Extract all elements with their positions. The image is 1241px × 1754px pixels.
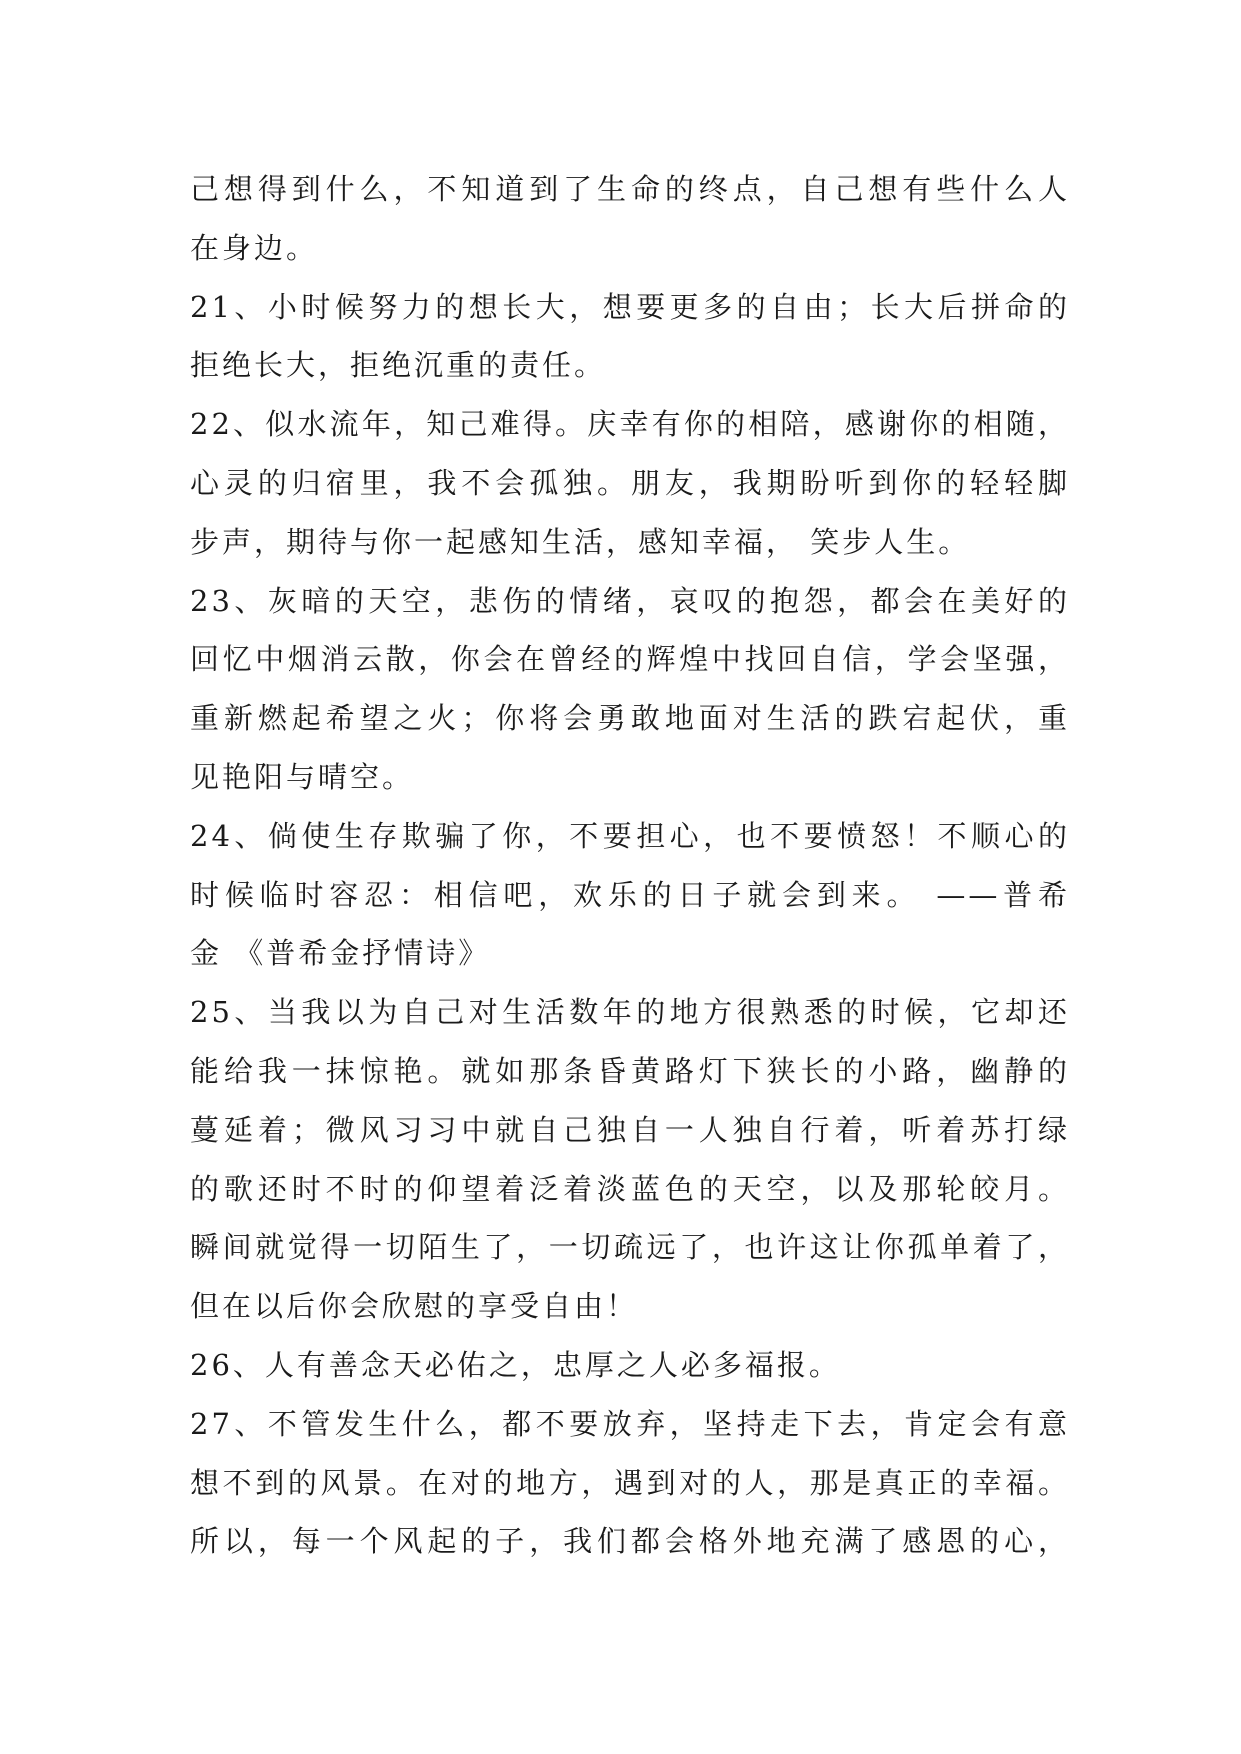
body-text (190, 160, 1070, 1571)
text-line: 所以，每一个风起的子，我们都会格外地充满了感恩的心， (190, 1524, 1070, 1559)
text-line: 时候临时容忍：相信吧，欢乐的日子就会到来。 ——普希 (190, 877, 1070, 912)
text-line: 步声，期待与你一起感知生活，感知幸福， 笑步人生。 (190, 524, 971, 559)
text-line: 想不到的风景。在对的地方，遇到对的人，那是真正的幸福。 (190, 1465, 1070, 1500)
text-line: 22、似水流年，知己难得。庆幸有你的相陪，感谢你的相随， (190, 407, 1070, 442)
text-line: 回忆中烟消云散，你会在曾经的辉煌中找回自信，学会坚强， (190, 642, 1070, 677)
text-line: 蔓延着；微风习习中就自己独自一人独自行着，听着苏打绿 (190, 1112, 1070, 1147)
text-line: 23、灰暗的天空，悲伤的情绪，哀叹的抱怨，都会在美好的 (190, 583, 1070, 618)
text-line: 金 《普希金抒情诗》 (190, 936, 491, 971)
text-line: 瞬间就觉得一切陌生了，一切疏远了，也许这让你孤单着了， (190, 1230, 1070, 1265)
text-line: 但在以后你会欣慰的享受自由！ (190, 1289, 639, 1324)
text-line: 25、当我以为自己对生活数年的地方很熟悉的时候，它却还 (190, 995, 1070, 1030)
text-line: 重新燃起希望之火；你将会勇敢地面对生活的跌宕起伏，重 (190, 701, 1070, 736)
text-line: 27、不管发生什么，都不要放弃，坚持走下去，肯定会有意 (190, 1406, 1070, 1441)
text-line: 在身边。 (190, 230, 319, 265)
text-line: 能给我一抹惊艳。就如那条昏黄路灯下狭长的小路，幽静的 (190, 1053, 1070, 1088)
text-line: 21、小时候努力的想长大，想要更多的自由；长大后拼命的 (190, 289, 1070, 324)
text-line: 24、倘使生存欺骗了你，不要担心，也不要愤怒！不顺心的 (190, 818, 1070, 853)
text-line: 拒绝长大，拒绝沉重的责任。 (190, 348, 607, 383)
text-line: 心灵的归宿里，我不会孤独。朋友，我期盼听到你的轻轻脚 (190, 465, 1070, 500)
text-line: 的歌还时不时的仰望着泛着淡蓝色的天空，以及那轮皎月。 (190, 1171, 1070, 1206)
text-line: 26、人有善念天必佑之，忠厚之人必多福报。 (190, 1347, 841, 1382)
text-line: 见艳阳与晴空。 (190, 759, 415, 794)
text-line: 己想得到什么，不知道到了生命的终点，自己想有些什么人 (190, 172, 1070, 206)
